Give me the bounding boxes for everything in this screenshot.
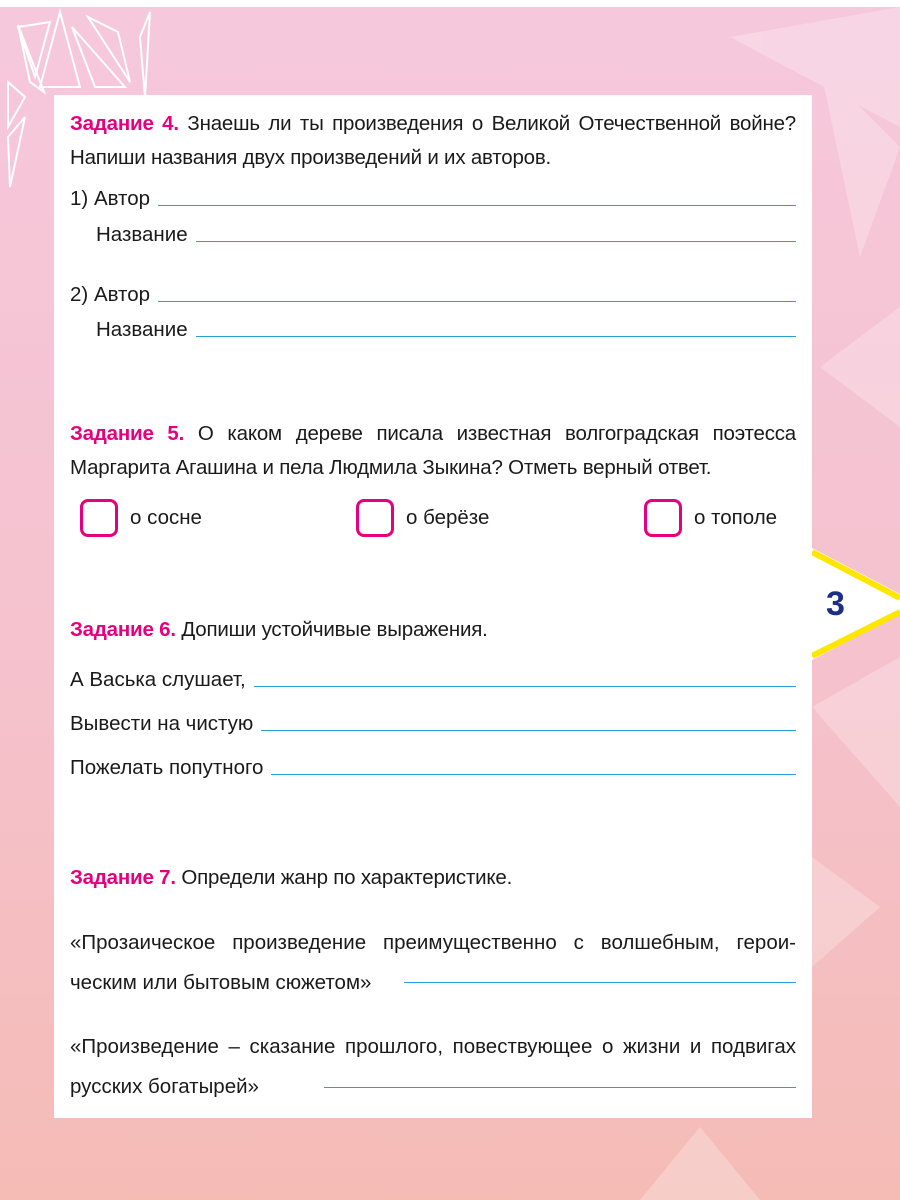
checkbox[interactable] (356, 499, 394, 537)
answer-line[interactable] (196, 240, 796, 242)
checkbox[interactable] (644, 499, 682, 537)
task6-prompt: Задание 6. Допиши устойчивые выражения. (70, 618, 488, 641)
answer-line[interactable] (158, 204, 796, 206)
answer-line[interactable] (404, 982, 796, 983)
phrase-1[interactable]: А Васька слушает, (70, 668, 796, 692)
answer-line[interactable] (254, 685, 796, 687)
phrase-3[interactable]: Пожелать попутного (70, 756, 796, 780)
task4-prompt: Задание 4. Знаешь ли ты произведения о Великой Отечественной войне? Напиши названия двух произведений и их авторов. (70, 112, 797, 169)
option-pine[interactable]: о сосне (80, 499, 202, 537)
task4-author-1[interactable]: 1) Автор (70, 187, 796, 211)
answer-line[interactable] (158, 300, 796, 302)
answer-line[interactable] (261, 729, 796, 731)
answer-line[interactable] (196, 335, 796, 337)
task7-question-1: «Прозаическое произведение преимущественно с волшебным, героическим или бытовым сюжетом» (70, 931, 796, 994)
phrase-2[interactable]: Вывести на чистую (70, 712, 796, 736)
task5-prompt: Задание 5. О каком дереве писала известная волгоградская поэтесса Маргарита Агашина и пела Людмила Зыкина? Отметь верный ответ. (70, 422, 796, 479)
task7-question-2: «Произведение – сказание прошлого, повествующее о жизни и подвигах русских богатырей» (70, 1035, 796, 1098)
option-birch[interactable]: о берёзе (356, 499, 489, 537)
answer-line[interactable] (271, 773, 796, 775)
task4-title-1[interactable]: Название (96, 223, 796, 247)
task4-title-2[interactable]: Название (96, 318, 796, 342)
worksheet-card (54, 95, 812, 1118)
answer-line[interactable] (324, 1087, 796, 1088)
task7-prompt: Задание 7. Определи жанр по характеристике. (70, 866, 513, 889)
page-number: 3 (826, 585, 845, 623)
task4-author-2[interactable]: 2) Автор (70, 283, 796, 307)
checkbox[interactable] (80, 499, 118, 537)
option-poplar[interactable]: о тополе (644, 499, 777, 537)
